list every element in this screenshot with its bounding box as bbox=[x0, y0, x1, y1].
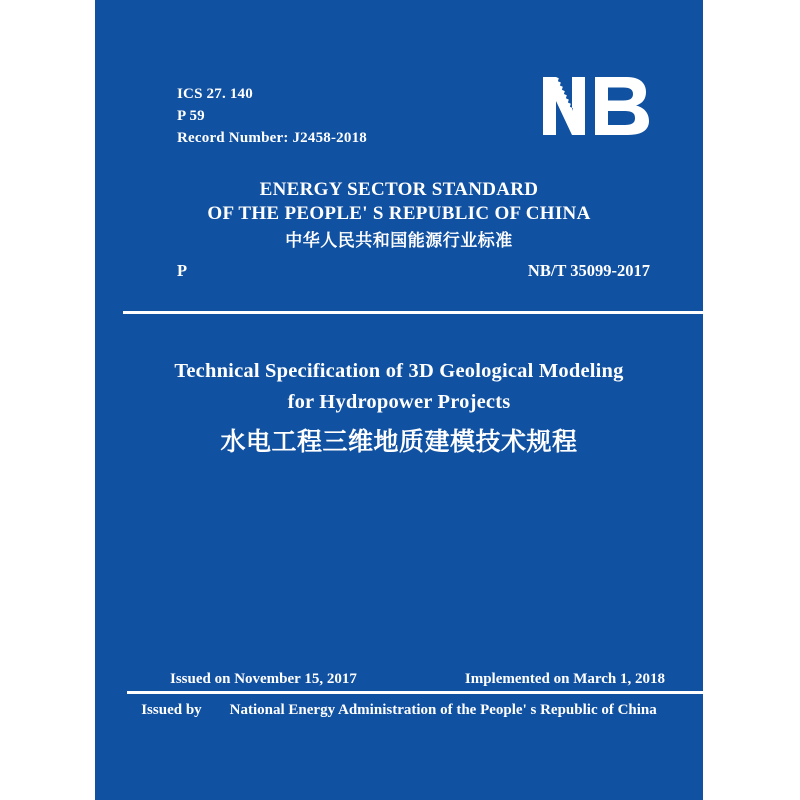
issued-date: Issued on November 15, 2017 bbox=[170, 671, 357, 687]
standard-name-block bbox=[95, 178, 703, 252]
classification-code: P 59 bbox=[177, 108, 205, 124]
standard-name-en-line2: OF THE PEOPLE' S REPUBLIC OF CHINA bbox=[207, 203, 591, 224]
divider-line-bottom bbox=[127, 691, 703, 694]
standard-name-en-line1: ENERGY SECTOR STANDARD bbox=[259, 179, 539, 200]
issued-by-value: National Energy Administration of the People' s Republic of China bbox=[229, 702, 657, 718]
code-row bbox=[177, 261, 650, 281]
issued-by-row bbox=[95, 702, 703, 719]
implemented-date: Implemented on March 1, 2018 bbox=[464, 671, 665, 687]
doc-class-letter: P bbox=[177, 261, 188, 280]
id-block bbox=[177, 83, 367, 149]
ics-number: ICS 27. 140 bbox=[177, 86, 253, 102]
standard-cover bbox=[95, 0, 703, 800]
issued-by-label: Issued by bbox=[141, 702, 202, 718]
record-number: Record Number: J2458-2018 bbox=[177, 130, 367, 146]
nb-logo-icon bbox=[543, 76, 650, 136]
title-en-line1: Technical Specification of 3D Geological Modeling bbox=[174, 360, 624, 382]
standard-name-zh: 中华人民共和国能源行业标准 bbox=[285, 231, 513, 250]
standard-code: NB/T 35099-2017 bbox=[527, 261, 650, 280]
title-en-line2: for Hydropower Projects bbox=[287, 391, 511, 413]
title-zh: 水电工程三维地质建模技术规程 bbox=[220, 428, 578, 456]
dates-row bbox=[170, 671, 665, 688]
divider-line-top bbox=[123, 311, 703, 314]
title-block bbox=[95, 356, 703, 457]
